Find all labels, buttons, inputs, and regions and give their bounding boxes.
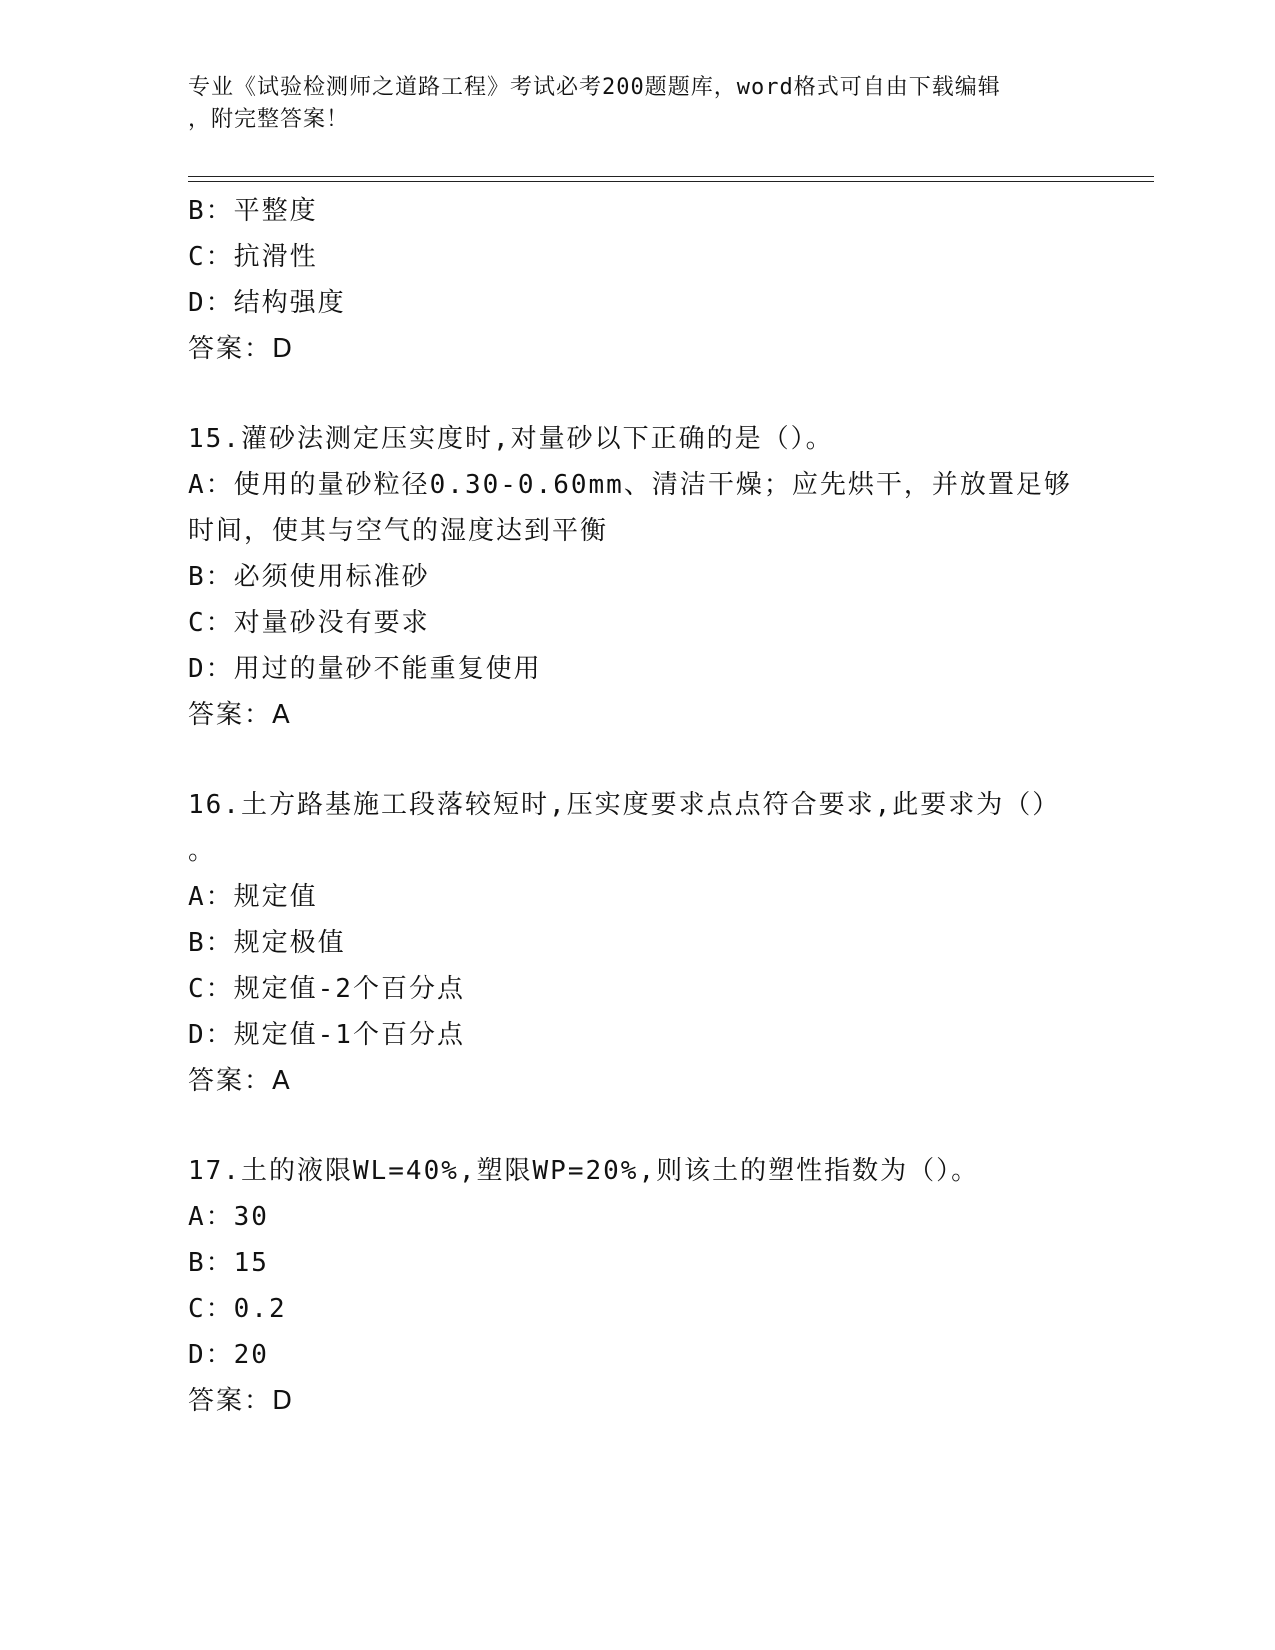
option-a: A：使用的量砂粒径0.30-0.60mm、清洁干燥；应先烘干，并放置足够: [188, 470, 1072, 500]
option-b: B：15: [188, 1248, 269, 1278]
question-16: [188, 782, 1068, 1104]
option-c: C：抗滑性: [188, 242, 318, 272]
option-b: B：平整度: [188, 196, 318, 226]
option-c: C：0.2: [188, 1294, 287, 1324]
prev-question-block: [188, 188, 1068, 372]
answer-line: 答案：A: [188, 700, 292, 730]
option-b: B：必须使用标准砂: [188, 562, 430, 592]
question-15: [188, 416, 1072, 738]
header-line-1: 专业《试验检测师之道路工程》考试必考200题题库，word格式可自由下载编辑: [188, 75, 1001, 100]
question-stem: 15.灌砂法测定压实度时,对量砂以下正确的是（）。: [188, 424, 834, 454]
question-stem: 17.土的液限WL=40%,塑限WP=20%,则该土的塑性指数为（）。: [188, 1156, 980, 1186]
answer-line: 答案：D: [188, 334, 295, 364]
option-c: C：对量砂没有要求: [188, 608, 430, 638]
option-a: A：规定值: [188, 882, 318, 912]
document-body: [188, 188, 1072, 1468]
option-d: D：结构强度: [188, 288, 346, 318]
question-17: [188, 1148, 1068, 1424]
option-a-continuation: 时间，使其与空气的湿度达到平衡: [188, 516, 609, 546]
answer-line: 答案：D: [188, 1386, 295, 1416]
option-b: B：规定极值: [188, 928, 346, 958]
answer-line: 答案：A: [188, 1066, 292, 1096]
header-rule-bottom: [188, 181, 1154, 182]
option-a: A：30: [188, 1202, 269, 1232]
option-d: D：20: [188, 1340, 269, 1370]
option-d: D：规定值-1个百分点: [188, 1020, 465, 1050]
question-stem-continuation: 。: [188, 836, 217, 866]
option-d: D：用过的量砂不能重复使用: [188, 654, 542, 684]
header-rule-top: [188, 176, 1154, 177]
option-c: C：规定值-2个百分点: [188, 974, 465, 1004]
header-line-2: ，附完整答案！: [188, 107, 350, 132]
document-header: [188, 72, 1068, 136]
question-stem: 16.土方路基施工段落较短时,压实度要求点点符合要求,此要求为（）: [188, 790, 1061, 820]
